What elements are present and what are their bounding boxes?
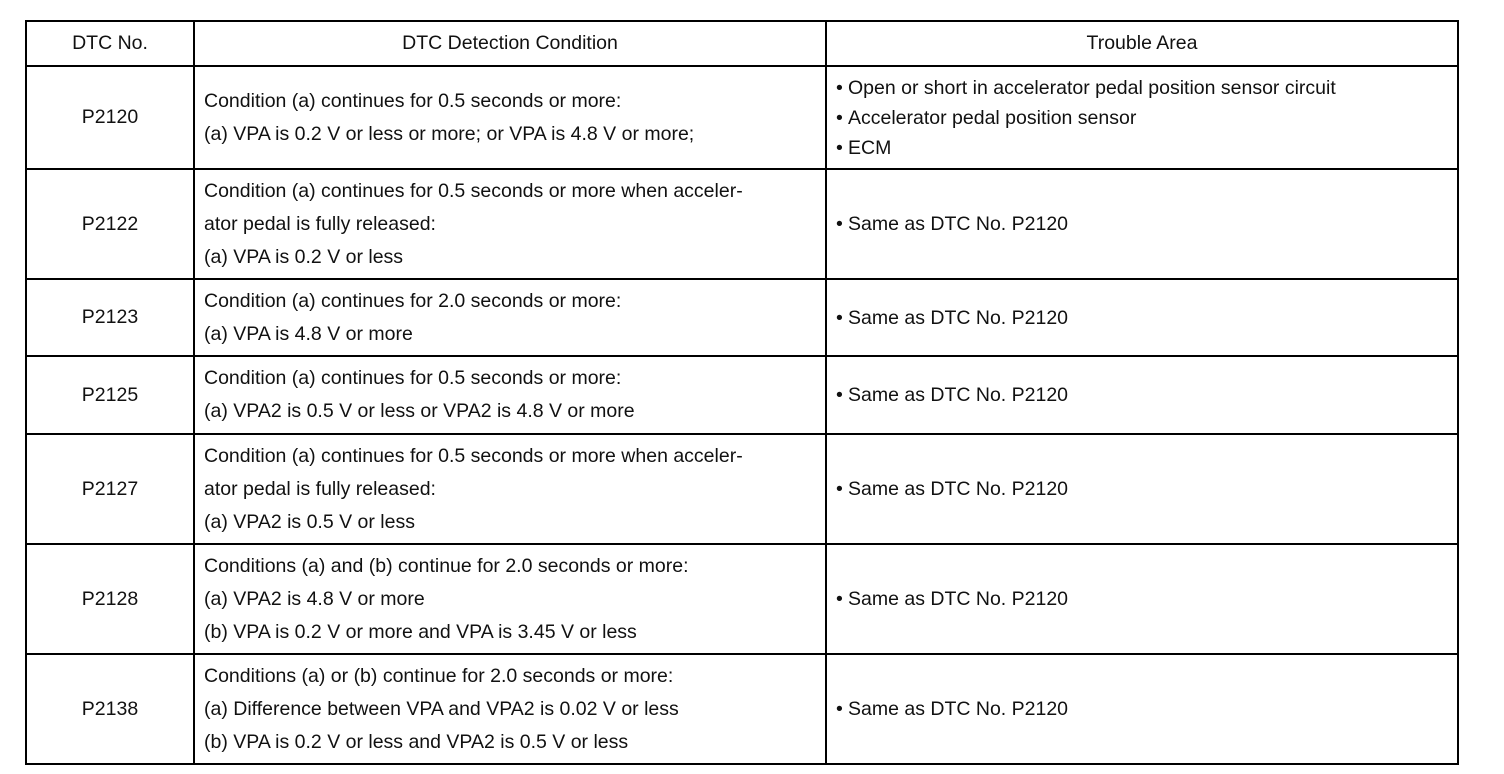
table-row: [26, 66, 1458, 169]
dtc-code: P2120: [26, 66, 194, 169]
condition-line: ator pedal is fully released:: [204, 477, 436, 500]
detection-condition-cell: [194, 544, 826, 654]
trouble-area-cell: [826, 356, 1458, 434]
trouble-area-text: Same as DTC No. P2120: [848, 698, 1069, 720]
condition-line: (a) VPA is 0.2 V or less or more; or VPA is 4.8 V or more;: [204, 122, 695, 145]
table-row: [26, 356, 1458, 434]
condition-line: Condition (a) continues for 0.5 seconds or more when acceler-: [204, 179, 743, 202]
detection-condition-cell: [194, 654, 826, 764]
bullet-icon: •: [836, 698, 843, 720]
condition-line: Condition (a) continues for 0.5 seconds or more when acceler-: [204, 444, 743, 467]
condition-line: Condition (a) continues for 0.5 seconds or more:: [204, 367, 622, 389]
condition-line: (a) VPA is 4.8 V or more: [204, 322, 413, 345]
trouble-area-text: Same as DTC No. P2120: [848, 588, 1069, 610]
table-row: [26, 654, 1458, 764]
trouble-area-item: [836, 474, 1457, 504]
trouble-area-text: ECM: [848, 136, 892, 159]
header-trouble-area: Trouble Area: [826, 21, 1458, 66]
condition-line: Conditions (a) and (b) continue for 2.0 seconds or more:: [204, 554, 689, 577]
condition-line: Conditions (a) or (b) continue for 2.0 seconds or more:: [204, 664, 674, 687]
trouble-area-item: [836, 303, 1457, 333]
bullet-icon: •: [836, 106, 843, 129]
bullet-icon: •: [836, 76, 843, 99]
trouble-area-item: [836, 209, 1457, 239]
condition-line: (a) VPA is 0.2 V or less: [204, 245, 404, 268]
trouble-area-text: Same as DTC No. P2120: [848, 478, 1069, 500]
detection-condition-cell: [194, 279, 826, 356]
dtc-code: P2125: [26, 356, 194, 434]
trouble-area-text: Accelerator pedal position sensor: [848, 106, 1137, 129]
dtc-table: [25, 20, 1459, 765]
table-row: [26, 434, 1458, 544]
trouble-area-cell: [826, 544, 1458, 654]
dtc-code: P2123: [26, 279, 194, 356]
condition-line: (a) VPA2 is 0.5 V or less: [204, 510, 415, 533]
table-row: [26, 279, 1458, 356]
condition-line: (a) Difference between VPA and VPA2 is 0.02 V or less: [204, 697, 679, 720]
trouble-area-text: Same as DTC No. P2120: [848, 306, 1069, 329]
condition-line: (b) VPA is 0.2 V or less and VPA2 is 0.5 V or less: [204, 730, 629, 753]
trouble-area-item: [836, 584, 1457, 614]
trouble-area-item: [836, 133, 1457, 163]
bullet-icon: •: [836, 213, 843, 235]
table-row: [26, 169, 1458, 279]
trouble-area-text: Same as DTC No. P2120: [848, 213, 1069, 235]
bullet-icon: •: [836, 588, 843, 610]
dtc-code: P2128: [26, 544, 194, 654]
detection-condition-cell: [194, 169, 826, 279]
header-dtc-no: DTC No.: [26, 21, 194, 66]
bullet-icon: •: [836, 478, 843, 500]
trouble-area-item: [836, 103, 1457, 133]
trouble-area-cell: [826, 434, 1458, 544]
condition-line: (a) VPA2 is 0.5 V or less or VPA2 is 4.8 V or more: [204, 400, 635, 422]
trouble-area-text: Same as DTC No. P2120: [848, 384, 1069, 406]
trouble-area-item: [836, 73, 1457, 103]
condition-line: ator pedal is fully released:: [204, 212, 436, 235]
detection-condition-cell: [194, 356, 826, 434]
detection-condition-cell: [194, 434, 826, 544]
table-body: [26, 66, 1458, 764]
trouble-area-item: [836, 694, 1457, 724]
bullet-icon: •: [836, 306, 843, 329]
condition-line: Condition (a) continues for 0.5 seconds or more:: [204, 89, 622, 112]
trouble-area-cell: [826, 279, 1458, 356]
dtc-code: P2127: [26, 434, 194, 544]
trouble-area-item: [836, 380, 1457, 410]
bullet-icon: •: [836, 384, 843, 406]
condition-line: (a) VPA2 is 4.8 V or more: [204, 587, 425, 610]
table-row: [26, 544, 1458, 654]
dtc-code: P2122: [26, 169, 194, 279]
dtc-code: P2138: [26, 654, 194, 764]
header-detection-condition: DTC Detection Condition: [194, 21, 826, 66]
header-row: [26, 21, 1458, 66]
trouble-area-cell: [826, 654, 1458, 764]
bullet-icon: •: [836, 136, 843, 159]
trouble-area-text: Open or short in accelerator pedal position sensor circuit: [848, 76, 1336, 99]
detection-condition-cell: [194, 66, 826, 169]
condition-line: (b) VPA is 0.2 V or more and VPA is 3.45 V or less: [204, 620, 637, 643]
trouble-area-cell: [826, 66, 1458, 169]
trouble-area-cell: [826, 169, 1458, 279]
condition-line: Condition (a) continues for 2.0 seconds or more:: [204, 289, 622, 312]
